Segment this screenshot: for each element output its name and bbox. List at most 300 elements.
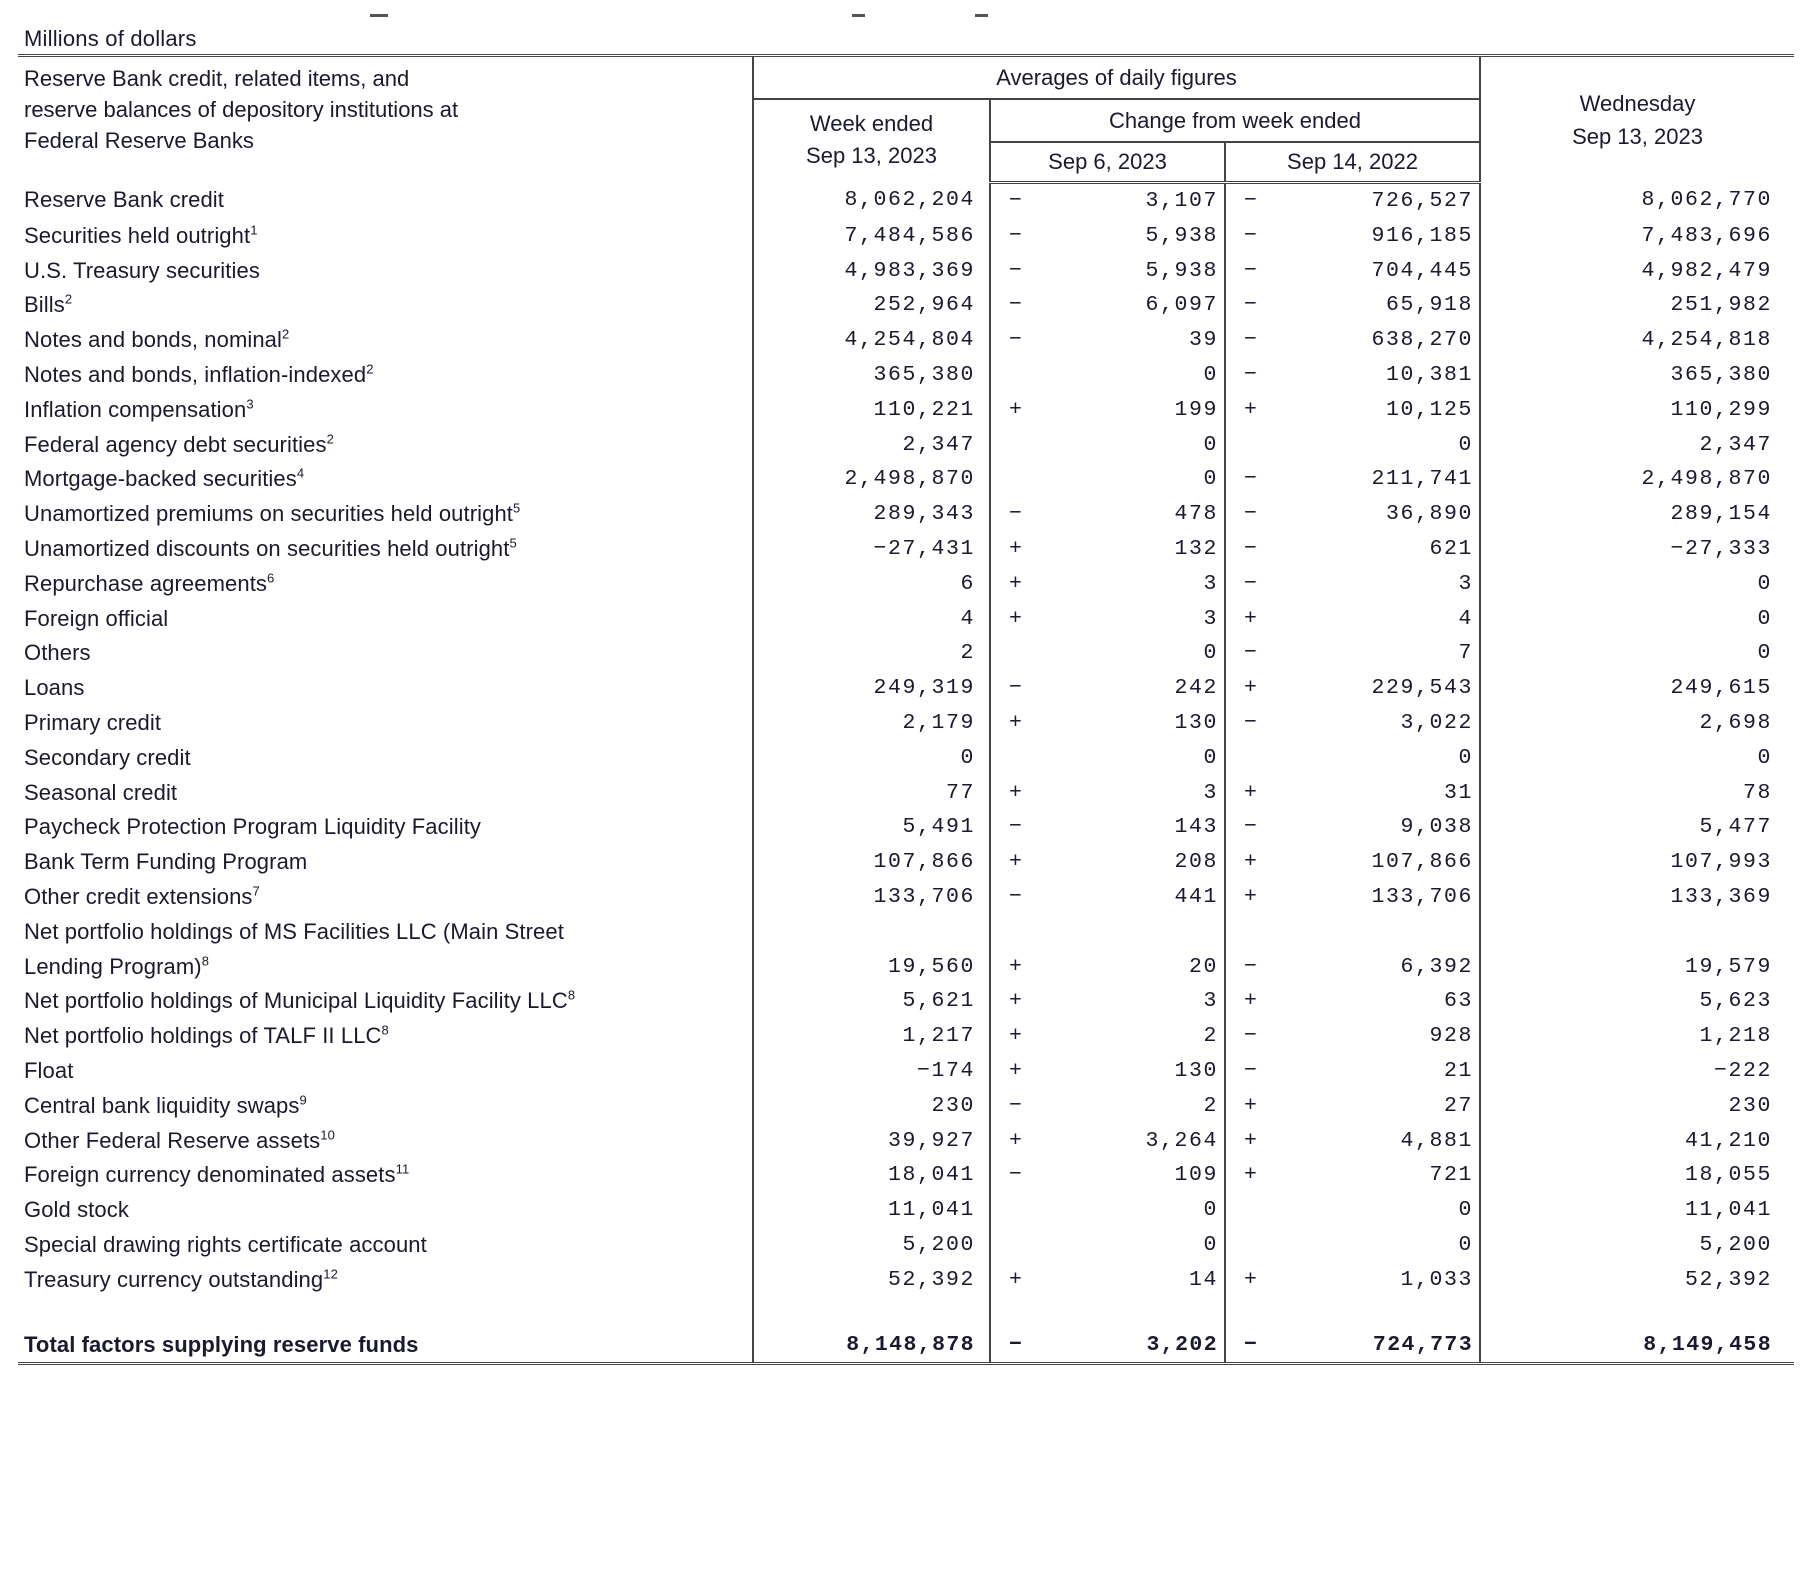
table-row: [18, 497, 1794, 532]
table-row: [18, 1228, 1794, 1263]
cell-sign-change-1: +: [1009, 397, 1022, 422]
row-label: Central bank liquidity swaps$^9$: [18, 1089, 753, 1124]
cell-wednesday: 8,062,770: [1641, 188, 1773, 213]
header-stub-line-2: reserve balances of depository institutions at: [24, 97, 459, 123]
header-wednesday-cell: [1480, 56, 1794, 183]
row-label: Total factors supplying reserve funds: [18, 1328, 753, 1364]
row-label: Other Federal Reserve assets$^{10}$: [18, 1124, 753, 1159]
table-row: [18, 671, 1794, 706]
row-label: Reserve Bank credit: [18, 183, 753, 219]
cell-wednesday: 2,347: [1699, 432, 1773, 457]
cell-change-sep6: 20: [1052, 950, 1225, 985]
table-row: [18, 323, 1794, 358]
cell-week-ended: 365,380: [753, 358, 990, 393]
cell-week-ended: 4,254,804: [753, 323, 990, 358]
cell-sign-change-1: −: [1009, 328, 1022, 353]
spacer-cell: [1052, 1298, 1225, 1328]
cell-sign-change-2: −: [1244, 641, 1257, 666]
row-label-footnote: 6: [267, 570, 275, 586]
table-row: [18, 1193, 1794, 1228]
spacer-cell: [753, 1298, 990, 1328]
cell-wednesday: −27,333: [1670, 536, 1773, 561]
table-row: [18, 1089, 1794, 1124]
row-label-footnote: 2: [282, 326, 290, 342]
cell-wednesday: 4,254,818: [1641, 328, 1773, 353]
spacer-cell: [990, 1298, 1052, 1328]
cell-change-sep6: 5,938: [1052, 254, 1225, 289]
units-note: Millions of dollars: [24, 26, 197, 51]
cell-change-sep14: 4,881: [1287, 1124, 1480, 1159]
cell-week-ended: 289,343: [753, 497, 990, 532]
cell-week-ended: 2: [753, 636, 990, 671]
cell-week-ended: [753, 915, 990, 950]
cell-wednesday: 18,055: [1685, 1163, 1773, 1188]
table-row: [18, 776, 1794, 811]
cell-sign-change-2: +: [1244, 1093, 1257, 1118]
cell-change-sep6: 0: [1052, 636, 1225, 671]
cell-wednesday: 289,154: [1670, 502, 1773, 527]
cell-change-sep6: 3,202: [1052, 1328, 1225, 1364]
cell-sign-change-1: [990, 1228, 1052, 1263]
header-stub-line-1: Reserve Bank credit, related items, and: [24, 66, 410, 91]
cell-change-sep6: 2: [1052, 1089, 1225, 1124]
cell-change-sep14: 928: [1287, 1019, 1480, 1054]
cell-sign-change-1: +: [1009, 606, 1022, 631]
cell-change-sep6: 3: [1052, 567, 1225, 602]
cell-change-sep6: 132: [1052, 532, 1225, 567]
row-label: Inflation compensation$^3$: [18, 393, 753, 428]
cell-wednesday: 8,149,458: [1480, 1328, 1794, 1364]
cell-wednesday: 1,218: [1699, 1024, 1773, 1049]
cell-sign-change-2: −: [1244, 362, 1257, 387]
cell-wednesday: 19,579: [1685, 954, 1773, 979]
cell-wednesday: 251,982: [1670, 293, 1773, 318]
cell-sign-change-2: −: [1244, 815, 1257, 840]
cell-sign-change-1: +: [1009, 1267, 1022, 1292]
cell-change-sep6: 130: [1052, 706, 1225, 741]
cell-sign-change-1: +: [1009, 850, 1022, 875]
cell-sign-change-2: +: [1244, 606, 1257, 631]
cell-sign-change-1: +: [1009, 1128, 1022, 1153]
cell-sign-change-2: [1225, 1193, 1287, 1228]
row-label: Notes and bonds, nominal$^2$: [18, 323, 753, 358]
cell-change-sep14: 621: [1287, 532, 1480, 567]
table-row: [18, 219, 1794, 254]
table-row: [18, 428, 1794, 463]
cell-change-sep6: 109: [1052, 1158, 1225, 1193]
cell-change-sep14: 724,773: [1287, 1328, 1480, 1364]
row-label-footnote: 2: [366, 361, 374, 377]
cell-sign-change-2: +: [1244, 397, 1257, 422]
cell-sign-change-1: [990, 915, 1052, 950]
cell-sign-change-2: −: [1244, 293, 1257, 318]
cell-change-sep14: 638,270: [1287, 323, 1480, 358]
cell-wednesday: 41,210: [1685, 1128, 1773, 1153]
row-label: Loans: [18, 671, 753, 706]
cell-week-ended: 7,484,586: [753, 219, 990, 254]
cell-week-ended: 230: [753, 1089, 990, 1124]
cell-wednesday: 0: [1757, 745, 1773, 770]
row-label-footnote: 5: [509, 535, 517, 551]
cell-week-ended: 1,217: [753, 1019, 990, 1054]
cell-wednesday: 5,200: [1699, 1232, 1773, 1257]
cell-change-sep6: 478: [1052, 497, 1225, 532]
cell-change-sep14: 211,741: [1287, 462, 1480, 497]
row-label-footnote: 8: [201, 953, 210, 969]
cell-wednesday: 2,498,870: [1641, 467, 1773, 492]
table-row: [18, 358, 1794, 393]
cell-week-ended: 133,706: [753, 880, 990, 915]
table-spacer-row: [18, 1298, 1794, 1328]
cell-sign-change-1: −: [1009, 676, 1022, 701]
cell-change-sep14: 1,033: [1287, 1263, 1480, 1298]
scan-artifact-dash-2: [852, 14, 865, 17]
row-label: Mortgage-backed securities$^4$: [18, 462, 753, 497]
table-row: [18, 950, 1794, 985]
row-label: Net portfolio holdings of Municipal Liquidity Facility LLC$^8$: [18, 984, 753, 1019]
cell-wednesday: −222: [1714, 1058, 1773, 1083]
scan-artifact-dash-3: [975, 14, 988, 17]
cell-sign-change-1: −: [1009, 258, 1022, 283]
cell-sign-change-2: +: [1244, 850, 1257, 875]
cell-sign-change-2: −: [1244, 571, 1257, 596]
cell-change-sep14: 10,381: [1287, 358, 1480, 393]
cell-week-ended: 8,148,878: [753, 1328, 990, 1364]
cell-sign-change-2: +: [1244, 1267, 1257, 1292]
table-row: [18, 880, 1794, 915]
row-label: Others: [18, 636, 753, 671]
row-label: Gold stock: [18, 1193, 753, 1228]
table-body: [18, 183, 1794, 1364]
row-label: Net portfolio holdings of TALF II LLC$^8$: [18, 1019, 753, 1054]
cell-sign-change-1: [990, 1193, 1052, 1228]
spacer-cell: [1225, 1298, 1287, 1328]
cell-week-ended: −174: [753, 1054, 990, 1089]
cell-sign-change-1: +: [1009, 954, 1022, 979]
row-label: Treasury currency outstanding$^{12}$: [18, 1263, 753, 1298]
spacer-cell: [1480, 1298, 1794, 1328]
cell-sign-change-1: −: [990, 1328, 1052, 1364]
reserve-bank-credit-table: [18, 54, 1794, 1365]
table-row: [18, 183, 1794, 219]
cell-change-sep6: 6,097: [1052, 288, 1225, 323]
cell-sign-change-2: −: [1244, 1058, 1257, 1083]
cell-change-sep6: 0: [1052, 358, 1225, 393]
row-label: Other credit extensions$^7$: [18, 880, 753, 915]
cell-sign-change-2: −: [1244, 1024, 1257, 1049]
cell-change-sep14: 6,392: [1287, 950, 1480, 985]
table-row: [18, 915, 1794, 950]
cell-change-sep6: 0: [1052, 1193, 1225, 1228]
row-label-footnote: 8: [381, 1022, 389, 1038]
row-label: Float: [18, 1054, 753, 1089]
row-label: Bills$^2$: [18, 288, 753, 323]
cell-sign-change-1: [990, 358, 1052, 393]
row-label: Repurchase agreements$^6$: [18, 567, 753, 602]
cell-week-ended: 2,498,870: [753, 462, 990, 497]
cell-sign-change-1: [990, 462, 1052, 497]
cell-change-sep6: 0: [1052, 741, 1225, 776]
cell-sign-change-1: +: [1009, 780, 1022, 805]
table-row: [18, 288, 1794, 323]
table-row: [18, 567, 1794, 602]
cell-wednesday: 230: [1728, 1093, 1773, 1118]
table-row: [18, 532, 1794, 567]
cell-change-sep6: 441: [1052, 880, 1225, 915]
cell-sign-change-2: +: [1244, 780, 1257, 805]
row-label: Special drawing rights certificate account: [18, 1228, 753, 1263]
cell-week-ended: −27,431: [753, 532, 990, 567]
row-label: Bank Term Funding Program: [18, 845, 753, 880]
table-row: [18, 810, 1794, 845]
cell-change-sep6: 0: [1052, 462, 1225, 497]
row-label: Securities held outright$^1$: [18, 219, 753, 254]
cell-sign-change-1: +: [1009, 536, 1022, 561]
row-label: U.S. Treasury securities: [18, 254, 753, 289]
table-row: [18, 984, 1794, 1019]
cell-sign-change-1: +: [1009, 571, 1022, 596]
cell-sign-change-2: [1225, 1228, 1287, 1263]
cell-change-sep14: 65,918: [1287, 288, 1480, 323]
cell-wednesday: 11,041: [1685, 1198, 1773, 1223]
cell-sign-change-2: +: [1244, 989, 1257, 1014]
table-row: [18, 1054, 1794, 1089]
cell-change-sep6: 39: [1052, 323, 1225, 358]
row-label: Seasonal credit: [18, 776, 753, 811]
header-change-from-week-ended: Change from week ended: [990, 99, 1480, 142]
spacer-cell: [18, 1298, 753, 1328]
cell-wednesday: 78: [1743, 780, 1773, 805]
cell-change-sep14: 7: [1287, 636, 1480, 671]
header-week-ended-cell: [753, 99, 990, 183]
cell-sign-change-1: +: [1009, 989, 1022, 1014]
table-row: [18, 1019, 1794, 1054]
table-row: [18, 636, 1794, 671]
cell-week-ended: 110,221: [753, 393, 990, 428]
cell-week-ended: 249,319: [753, 671, 990, 706]
cell-sign-change-1: −: [1009, 1163, 1022, 1188]
cell-change-sep6: [1052, 915, 1225, 950]
cell-change-sep6: 130: [1052, 1054, 1225, 1089]
cell-wednesday: 52,392: [1685, 1267, 1773, 1292]
table-row-total: [18, 1328, 1794, 1364]
cell-change-sep14: 916,185: [1287, 219, 1480, 254]
row-label: Secondary credit: [18, 741, 753, 776]
cell-change-sep6: 0: [1052, 1228, 1225, 1263]
table-row: [18, 741, 1794, 776]
cell-sign-change-1: −: [1009, 1093, 1022, 1118]
cell-week-ended: 8,062,204: [753, 183, 990, 219]
row-label-footnote: 5: [513, 500, 521, 516]
table-row: [18, 845, 1794, 880]
cell-week-ended: 5,491: [753, 810, 990, 845]
cell-wednesday: 7,483,696: [1641, 223, 1773, 248]
cell-sign-change-2: −: [1225, 1328, 1287, 1364]
cell-change-sep14: 31: [1287, 776, 1480, 811]
cell-sign-change-2: −: [1244, 223, 1257, 248]
cell-change-sep6: 14: [1052, 1263, 1225, 1298]
cell-sign-change-2: −: [1244, 258, 1257, 283]
row-label-footnote: 9: [299, 1092, 307, 1108]
header-wednesday-label: Wednesday: [1579, 90, 1696, 116]
cell-change-sep6: 208: [1052, 845, 1225, 880]
cell-sign-change-1: −: [1009, 189, 1022, 213]
header-averages-of-daily-figures: Averages of daily figures: [753, 56, 1480, 100]
cell-week-ended: 252,964: [753, 288, 990, 323]
cell-change-sep14: 9,038: [1287, 810, 1480, 845]
table-row: [18, 706, 1794, 741]
cell-sign-change-2: [1225, 741, 1287, 776]
cell-sign-change-2: −: [1244, 328, 1257, 353]
cell-sign-change-2: +: [1244, 1163, 1257, 1188]
cell-week-ended: 2,179: [753, 706, 990, 741]
row-label: Primary credit: [18, 706, 753, 741]
table-header: [18, 56, 1794, 183]
cell-sign-change-2: −: [1244, 189, 1257, 213]
cell-week-ended: 52,392: [753, 1263, 990, 1298]
row-label-footnote: 11: [395, 1161, 410, 1177]
row-label-footnote: 4: [296, 466, 305, 482]
table-row: [18, 1124, 1794, 1159]
cell-change-sep6: 3: [1052, 602, 1225, 637]
row-label: Net portfolio holdings of MS Facilities LLC (Main Street: [18, 915, 753, 950]
cell-wednesday: 2,698: [1699, 710, 1773, 735]
cell-sign-change-1: −: [1009, 502, 1022, 527]
cell-week-ended: 5,621: [753, 984, 990, 1019]
row-label-footnote: 7: [252, 883, 260, 899]
row-label: Lending Program)$^8$: [18, 950, 753, 985]
cell-sign-change-2: −: [1244, 954, 1257, 979]
cell-change-sep14: 63: [1287, 984, 1480, 1019]
cell-week-ended: 18,041: [753, 1158, 990, 1193]
cell-sign-change-1: −: [1009, 884, 1022, 909]
cell-change-sep14: 10,125: [1287, 393, 1480, 428]
cell-wednesday: 0: [1757, 641, 1773, 666]
cell-week-ended: 107,866: [753, 845, 990, 880]
cell-sign-change-1: +: [1009, 710, 1022, 735]
cell-change-sep6: 5,938: [1052, 219, 1225, 254]
cell-change-sep14: 0: [1287, 1193, 1480, 1228]
cell-change-sep14: 36,890: [1287, 497, 1480, 532]
cell-change-sep6: 3,264: [1052, 1124, 1225, 1159]
cell-change-sep14: 107,866: [1287, 845, 1480, 880]
cell-change-sep14: 0: [1287, 741, 1480, 776]
header-stub-line-3: Federal Reserve Banks: [24, 128, 254, 154]
cell-week-ended: 6: [753, 567, 990, 602]
table-row: [18, 393, 1794, 428]
cell-change-sep14: 726,527: [1287, 183, 1480, 219]
cell-sign-change-2: [1225, 915, 1287, 950]
cell-change-sep14: 4: [1287, 602, 1480, 637]
table-row: [18, 254, 1794, 289]
cell-sign-change-1: −: [1009, 293, 1022, 318]
cell-change-sep14: 704,445: [1287, 254, 1480, 289]
header-week-ended-date: Sep 13, 2023: [806, 142, 937, 168]
cell-change-sep14: 3: [1287, 567, 1480, 602]
cell-wednesday: 133,369: [1670, 884, 1773, 909]
row-label: Foreign currency denominated assets$^{11}$: [18, 1158, 753, 1193]
cell-change-sep14: [1287, 915, 1480, 950]
row-label-footnote: 10: [320, 1127, 335, 1143]
cell-wednesday: 0: [1757, 571, 1773, 596]
cell-week-ended: 5,200: [753, 1228, 990, 1263]
cell-change-sep14: 721: [1287, 1158, 1480, 1193]
row-label: Paycheck Protection Program Liquidity Facility: [18, 810, 753, 845]
cell-change-sep6: 199: [1052, 393, 1225, 428]
cell-change-sep14: 3,022: [1287, 706, 1480, 741]
cell-change-sep6: 0: [1052, 428, 1225, 463]
cell-wednesday: 249,615: [1670, 676, 1773, 701]
cell-sign-change-2: +: [1244, 1128, 1257, 1153]
cell-wednesday: 4,982,479: [1641, 258, 1773, 283]
cell-sign-change-2: +: [1244, 676, 1257, 701]
cell-change-sep14: 0: [1287, 1228, 1480, 1263]
cell-change-sep14: 27: [1287, 1089, 1480, 1124]
cell-sign-change-2: −: [1244, 536, 1257, 561]
cell-sign-change-2: [1225, 428, 1287, 463]
cell-sign-change-2: −: [1244, 710, 1257, 735]
cell-change-sep6: 3: [1052, 984, 1225, 1019]
cell-sign-change-1: −: [1009, 223, 1022, 248]
row-label-footnote: 2: [64, 292, 73, 308]
cell-wednesday: 5,623: [1699, 989, 1773, 1014]
cell-week-ended: 4: [753, 602, 990, 637]
cell-wednesday: 5,477: [1699, 815, 1773, 840]
row-label-footnote: 2: [326, 431, 334, 447]
cell-change-sep6: 3,107: [1052, 183, 1225, 219]
cell-wednesday: 0: [1757, 606, 1773, 631]
cell-change-sep14: 21: [1287, 1054, 1480, 1089]
table-row: [18, 1263, 1794, 1298]
cell-week-ended: 39,927: [753, 1124, 990, 1159]
header-row-1: [18, 56, 1794, 100]
cell-change-sep6: 3: [1052, 776, 1225, 811]
cell-wednesday: 107,993: [1670, 850, 1773, 875]
cell-wednesday: 110,299: [1670, 397, 1773, 422]
cell-wednesday: [1480, 915, 1794, 950]
cell-week-ended: 2,347: [753, 428, 990, 463]
header-change-date-1: Sep 6, 2023: [990, 142, 1225, 183]
row-label: Notes and bonds, inflation-indexed$^2$: [18, 358, 753, 393]
header-week-ended-label: Week ended: [809, 111, 934, 136]
table-row: [18, 1158, 1794, 1193]
header-stub-cell: [18, 56, 753, 183]
cell-change-sep14: 133,706: [1287, 880, 1480, 915]
cell-sign-change-1: +: [1009, 1058, 1022, 1083]
table-row: [18, 462, 1794, 497]
row-label: Federal agency debt securities$^2$: [18, 428, 753, 463]
cell-sign-change-1: +: [1009, 1024, 1022, 1049]
row-label: Unamortized premiums on securities held outright$^5$: [18, 497, 753, 532]
spacer-cell: [1287, 1298, 1480, 1328]
cell-wednesday: 365,380: [1670, 362, 1773, 387]
row-label-footnote: 8: [567, 988, 576, 1003]
cell-sign-change-1: [990, 741, 1052, 776]
cell-week-ended: 19,560: [753, 950, 990, 985]
cell-sign-change-2: −: [1244, 467, 1257, 492]
row-label-footnote: 3: [246, 396, 254, 412]
cell-week-ended: 11,041: [753, 1193, 990, 1228]
cell-change-sep6: 242: [1052, 671, 1225, 706]
cell-sign-change-1: −: [1009, 815, 1022, 840]
cell-change-sep6: 143: [1052, 810, 1225, 845]
scan-artifact-dash-1: [370, 14, 388, 17]
header-wednesday-date: Sep 13, 2023: [1572, 123, 1703, 149]
cell-sign-change-1: [990, 428, 1052, 463]
cell-sign-change-1: [990, 636, 1052, 671]
cell-change-sep6: 2: [1052, 1019, 1225, 1054]
cell-sign-change-2: −: [1244, 502, 1257, 527]
